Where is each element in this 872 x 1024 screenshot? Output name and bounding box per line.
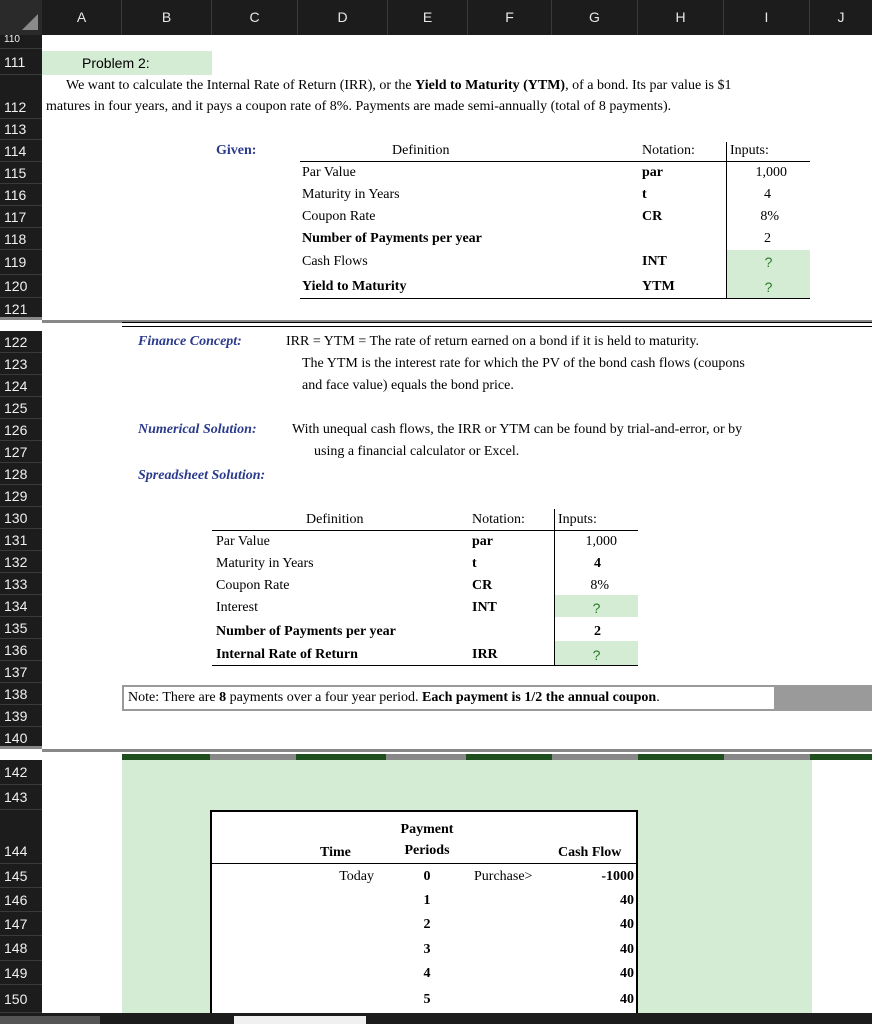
sheet-header-underline [212, 530, 638, 531]
given-not-coupon: CR [642, 209, 663, 224]
row-header[interactable]: 133 [0, 573, 42, 595]
column-header-h[interactable]: H [638, 0, 724, 35]
row-header[interactable]: 135 [0, 617, 42, 639]
note-prefix: Note: There are [128, 690, 220, 705]
numerical-solution-label: Numerical Solution: [138, 422, 257, 437]
finance-concept-label: Finance Concept: [138, 334, 242, 349]
row-header[interactable]: 143 [0, 785, 42, 810]
cashflow-purchase-label: Purchase> [474, 869, 533, 884]
cashflow-value[interactable]: 40 [620, 992, 634, 1007]
column-header-b[interactable]: B [122, 0, 212, 35]
row-header[interactable]: 110 [0, 35, 42, 49]
sheet-definition-header: Definition [306, 512, 364, 527]
given-def-maturity: Maturity in Years [302, 187, 400, 202]
row-header[interactable]: 116 [0, 184, 42, 206]
cashflow-today: Today [339, 869, 374, 884]
cashflow-periods-header-2: Periods [404, 843, 450, 858]
row-header[interactable]: 150 [0, 985, 42, 1013]
row-header[interactable]: 118 [0, 228, 42, 250]
row-header[interactable]: 131 [0, 529, 42, 551]
row-header[interactable]: 145 [0, 864, 42, 888]
column-header-i[interactable]: I [724, 0, 810, 35]
row-header[interactable]: 134 [0, 595, 42, 617]
row-header[interactable]: 137 [0, 661, 42, 683]
cashflow-value[interactable]: 40 [620, 917, 634, 932]
finance-concept-line-3: and face value) equals the bond price. [302, 378, 514, 393]
sheet-def-payments: Number of Payments per year [216, 624, 396, 639]
row-header[interactable]: 114 [0, 140, 42, 162]
row-header[interactable]: 119 [0, 250, 42, 275]
horizontal-scrollbar[interactable] [0, 1013, 872, 1024]
sheet-inp-interest[interactable]: ? [592, 600, 601, 616]
row-header[interactable]: 129 [0, 485, 42, 507]
column-header-e[interactable]: E [388, 0, 468, 35]
row-header[interactable]: 142 [0, 760, 42, 785]
given-def-par: Par Value [302, 165, 356, 180]
sheet-def-maturity: Maturity in Years [216, 556, 314, 571]
row-header[interactable]: 120 [0, 275, 42, 298]
row-header[interactable]: 136 [0, 639, 42, 661]
sheet-def-par: Par Value [216, 534, 270, 549]
column-header-bar [0, 0, 872, 35]
scrollbar-thumb[interactable] [234, 1016, 366, 1024]
given-notation-header: Notation: [642, 143, 695, 158]
row-header[interactable]: 144 [0, 810, 42, 864]
cashflow-value[interactable]: 40 [620, 942, 634, 957]
given-header-underline [300, 161, 810, 162]
given-def-coupon: Coupon Rate [302, 209, 376, 224]
column-header-d[interactable]: D [298, 0, 388, 35]
row-header[interactable]: 122 [0, 331, 42, 353]
given-not-par: par [642, 165, 663, 180]
given-def-payments: Number of Payments per year [302, 231, 482, 246]
column-header-g[interactable]: G [552, 0, 638, 35]
sheet-inp-irr[interactable]: ? [592, 647, 601, 663]
sheet-not-coupon: CR [472, 578, 493, 593]
row-header[interactable]: 123 [0, 353, 42, 375]
row-header[interactable]: 147 [0, 912, 42, 936]
given-label: Given: [216, 143, 257, 158]
sheet-bottom-border [212, 665, 638, 666]
spreadsheet-solution-label: Spreadsheet Solution: [138, 468, 266, 483]
cashflow-value[interactable]: 40 [620, 893, 634, 908]
sheet-inp-payments[interactable]: 2 [594, 624, 601, 639]
note-text [128, 690, 660, 706]
note-middle: payments over a four year period. [226, 690, 423, 705]
section-divider [42, 749, 872, 752]
row-header[interactable]: 139 [0, 705, 42, 727]
given-bottom-border [300, 298, 810, 299]
row-header[interactable]: 149 [0, 961, 42, 985]
scrollbar-segment[interactable] [0, 1016, 100, 1024]
cashflow-time-header: Time [320, 845, 351, 860]
select-all-corner[interactable] [0, 0, 42, 35]
row-header[interactable]: 112 [0, 75, 42, 119]
divider-line [122, 322, 872, 323]
cashflow-period: 0 [423, 869, 431, 884]
given-definition-header: Definition [392, 143, 450, 158]
sheet-inp-maturity[interactable]: 4 [594, 556, 601, 571]
row-header[interactable]: 138 [0, 683, 42, 705]
cashflow-table [210, 810, 638, 1013]
sheet-inp-par[interactable]: 1,000 [585, 534, 617, 549]
intro-line-1 [66, 78, 732, 94]
row-header[interactable]: 146 [0, 888, 42, 912]
column-header-j[interactable]: J [837, 9, 845, 25]
sheet-def-interest: Interest [216, 600, 258, 615]
given-inp-par[interactable]: 1,000 [755, 165, 787, 180]
column-header-a[interactable]: A [42, 0, 122, 35]
note-bold: Each payment is 1/2 the annual coupon [422, 690, 657, 705]
cashflow-value[interactable]: -1000 [601, 869, 634, 884]
finance-concept-line-2: The YTM is the interest rate for which the PV of the bond cash flows (coupons [302, 356, 745, 371]
given-inp-cashflows[interactable]: ? [764, 254, 773, 270]
intro-line-1-text: We want to calculate the Internal Rate of Return (IRR), or the [66, 78, 412, 93]
intro-line-2: matures in four years, and it pays a coupon rate of 8%. Payments are made semi-annually (total of 8 payments). [46, 99, 672, 114]
row-header[interactable]: 124 [0, 375, 42, 397]
row-header[interactable]: 125 [0, 397, 42, 419]
cashflow-flow-header: Cash Flow [558, 845, 622, 860]
sheet-notation-header: Notation: [472, 512, 525, 527]
cashflow-period: 2 [423, 917, 431, 932]
cashflow-period: 4 [423, 966, 431, 981]
row-header[interactable]: 127 [0, 441, 42, 463]
sheet-inp-coupon[interactable]: 8% [590, 578, 609, 593]
sheet-not-maturity: t [472, 556, 477, 571]
row-header[interactable]: 111 [0, 49, 42, 75]
given-inputs-header: Inputs: [730, 143, 769, 158]
cashflow-periods-header-1: Payment [400, 822, 454, 837]
sheet-not-par: par [472, 534, 493, 549]
sheet-not-irr: IRR [472, 647, 498, 662]
row-header[interactable]: 128 [0, 463, 42, 485]
row-header[interactable]: 140 [0, 727, 42, 749]
select-all-triangle-icon [22, 14, 38, 30]
given-def-cashflows: Cash Flows [302, 254, 368, 269]
row-header[interactable]: 117 [0, 206, 42, 228]
intro-ytm: Yield to Maturity (YTM) [415, 78, 566, 93]
sheet-not-interest: INT [472, 600, 497, 615]
row-header[interactable]: 115 [0, 162, 42, 184]
divider-line [122, 326, 872, 327]
row-header[interactable]: 113 [0, 119, 42, 140]
given-inp-payments[interactable]: 2 [764, 231, 771, 246]
cashflow-header-underline [210, 863, 638, 864]
numerical-solution-line-2: using a financial calculator or Excel. [314, 444, 520, 459]
sheet-inputs-header: Inputs: [558, 512, 597, 527]
cashflow-period: 5 [423, 992, 431, 1007]
row-header[interactable]: 126 [0, 419, 42, 441]
note-count: 8 [219, 690, 227, 705]
column-header-c[interactable]: C [212, 0, 298, 35]
cashflow-period: 1 [423, 893, 431, 908]
given-not-maturity: t [642, 187, 647, 202]
given-not-cashflows: INT [642, 254, 667, 269]
given-def-ytm: Yield to Maturity [302, 279, 407, 294]
given-inp-coupon[interactable]: 8% [760, 209, 779, 224]
cashflow-period: 3 [423, 942, 431, 957]
finance-concept-line-1: IRR = YTM = The rate of return earned on a bond if it is held to maturity. [286, 334, 700, 349]
given-not-ytm: YTM [642, 279, 675, 294]
row-header[interactable]: 148 [0, 936, 42, 961]
numerical-solution-line-1: With unequal cash flows, the IRR or YTM can be found by trial-and-error, or by [292, 422, 743, 437]
given-inp-maturity[interactable]: 4 [764, 187, 771, 202]
row-header[interactable]: 130 [0, 507, 42, 529]
row-header[interactable]: 132 [0, 551, 42, 573]
intro-line-1-tail: , of a bond. Its par value is $1 [565, 78, 732, 93]
cashflow-value[interactable]: 40 [620, 966, 634, 981]
sheet-def-irr: Internal Rate of Return [216, 647, 358, 662]
problem-label: Problem 2: [82, 55, 150, 71]
row-header[interactable]: 121 [0, 298, 42, 320]
given-inp-ytm[interactable]: ? [764, 279, 773, 295]
sheet-def-coupon: Coupon Rate [216, 578, 290, 593]
column-header-f[interactable]: F [468, 0, 552, 35]
note-suffix: . [656, 690, 660, 705]
